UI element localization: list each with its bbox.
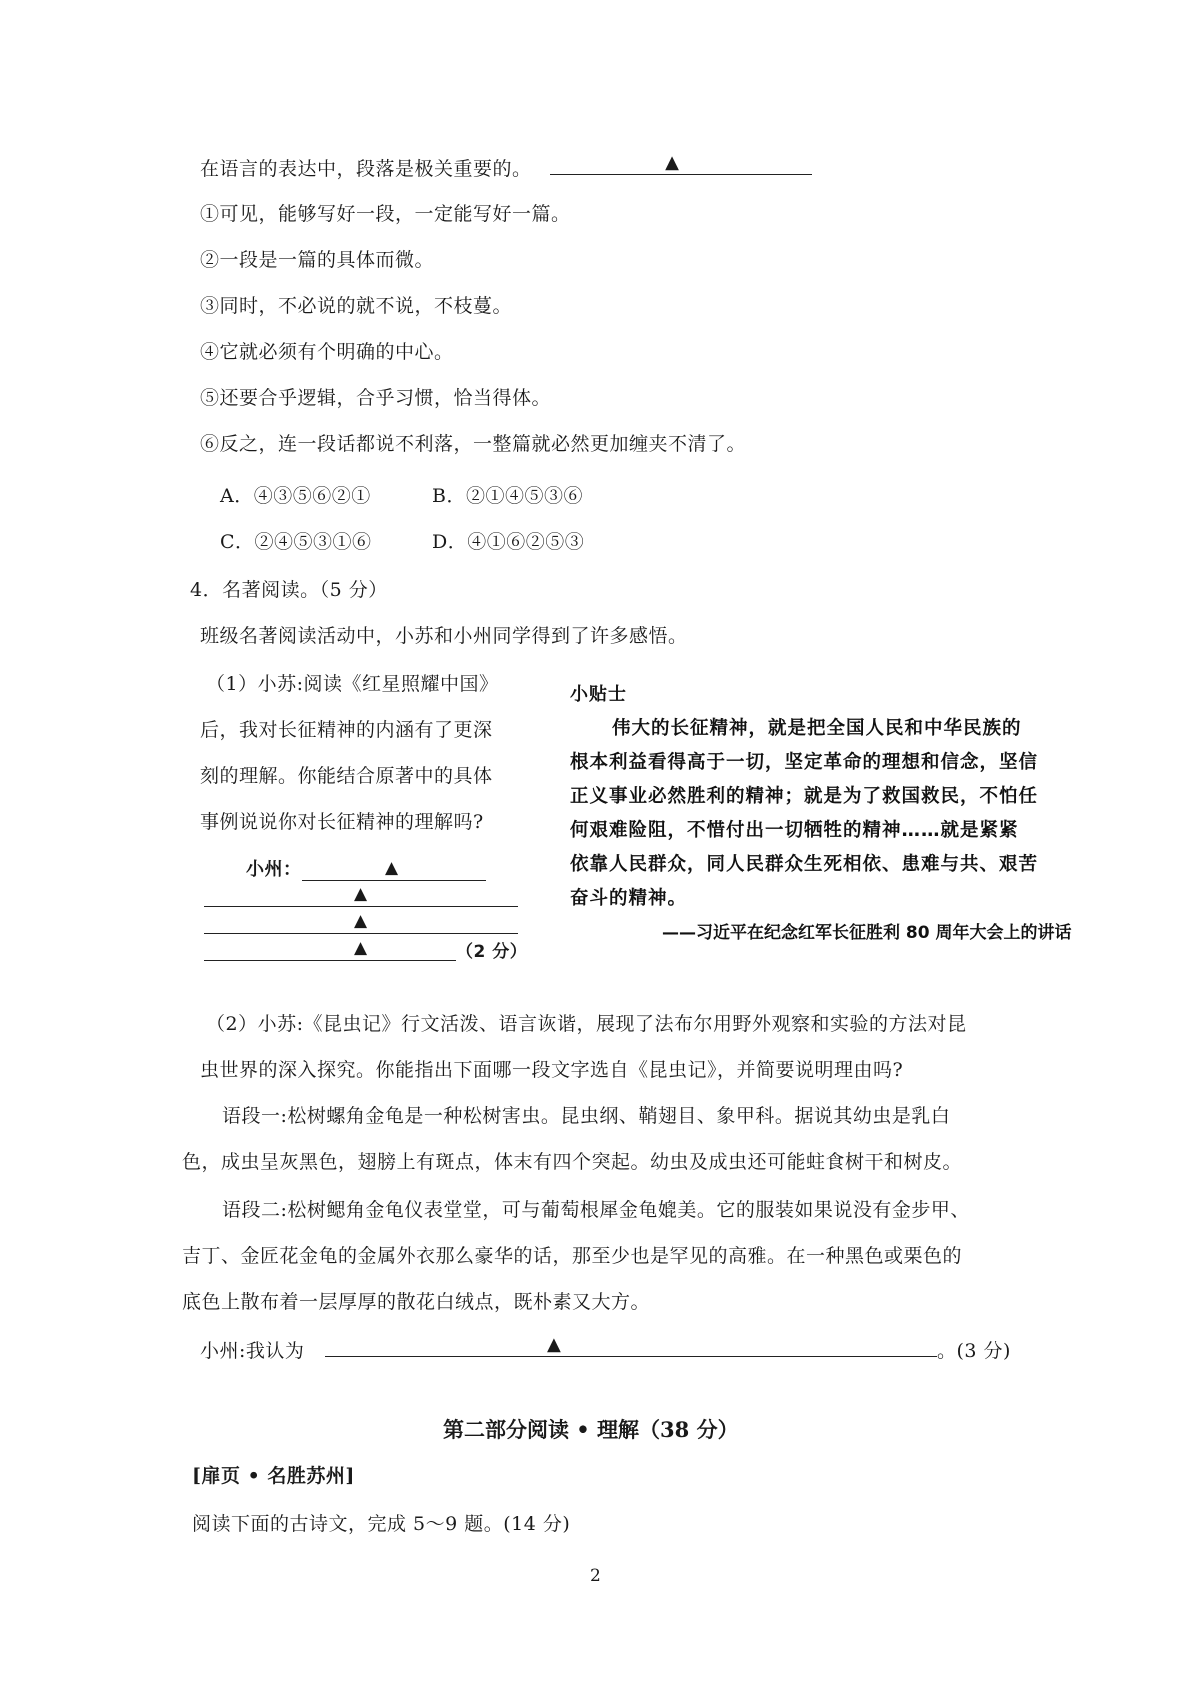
q3-sentence-4: ④它就必须有个明确的中心。 <box>200 341 454 363</box>
tips-title: 小贴士 <box>570 684 627 705</box>
q4-part2-line-1: （2）小苏:《昆虫记》行文活泼、语言诙谐，展现了法布尔用野外观察和实验的方法对昆 <box>206 1013 967 1035</box>
q4-part2-answer-blank[interactable] <box>325 1336 937 1357</box>
q4-part1-points: （2 分） <box>456 942 528 962</box>
answer-prefix: 小州:我认为 <box>200 1340 305 1362</box>
xiaozhou-answer-line-4[interactable] <box>204 960 456 961</box>
q3-lead-line <box>200 154 812 183</box>
q3-option-c[interactable]: C．②④⑤③①⑥ <box>220 531 372 553</box>
page-number: 2 <box>590 1566 602 1586</box>
blank-triangle-icon: ▲ <box>665 152 680 173</box>
para2-line-3: 底色上散布着一层厚厚的散花白绒点，既朴素又大方。 <box>182 1291 651 1313</box>
blank-triangle-icon: ▲ <box>354 884 368 904</box>
xiaozhou-answer-line-1[interactable] <box>302 880 486 881</box>
tips-line-1: 伟大的长征精神，就是把全国人民和中华民族的 <box>612 718 1022 739</box>
blank-triangle-icon: ▲ <box>546 1334 562 1355</box>
q3-sentence-6: ⑥反之，连一段话都说不利落，一整篇就必然更加缠夹不清了。 <box>200 433 747 455</box>
para2-line-2: 吉丁、金匠花金龟的金属外衣那么豪华的话，那至少也是罕见的高雅。在一种黑色或栗色的 <box>182 1245 963 1267</box>
q3-sentence-1: ①可见，能够写好一段，一定能写好一篇。 <box>200 203 571 225</box>
tips-line-4: 何艰难险阻，不惜付出一切牺牲的精神……就是紧紧 <box>570 820 1019 841</box>
tips-line-6: 奋斗的精神。 <box>570 888 688 909</box>
blank-triangle-icon: ▲ <box>385 858 399 878</box>
q3-option-a[interactable]: A．④③⑤⑥②① <box>220 485 371 507</box>
q3-sentence-2: ②一段是一篇的具体而微。 <box>200 249 435 271</box>
q3-sentence-5: ⑤还要合乎逻辑，合乎习惯，恰当得体。 <box>200 387 552 409</box>
para1-line-1: 语段一:松树螺角金龟是一种松树害虫。昆虫纲、鞘翅目、象甲科。据说其幼虫是乳白 <box>222 1105 951 1127</box>
q3-lead-text: 在语言的表达中，段落是极关重要的。 <box>200 158 532 180</box>
q4-title: 4．名著阅读。（5 分） <box>190 579 388 601</box>
q3-sentence-3: ③同时，不必说的就不说，不枝蔓。 <box>200 295 513 317</box>
blank-triangle-icon: ▲ <box>354 938 368 958</box>
q3-option-d[interactable]: D．④①⑥②⑤③ <box>432 531 585 553</box>
xiaozhou-label: 小州： <box>246 859 302 880</box>
para2-line-1: 语段二:松树鳃角金龟仪表堂堂，可与葡萄根犀金龟媲美。它的服装如果说没有金步甲、 <box>222 1199 970 1221</box>
tips-line-5: 依靠人民群众，同人民群众生死相依、患难与共、艰苦 <box>570 854 1039 875</box>
q4-part1-line-3: 刻的理解。你能结合原著中的具体 <box>200 765 493 787</box>
part2-section-title: [扉页 • 名胜苏州] <box>192 1465 355 1487</box>
para1-line-2: 色，成虫呈灰黑色，翅膀上有斑点，体末有四个突起。幼虫及成虫还可能蛀食树干和树皮。 <box>182 1151 963 1173</box>
q4-part1-line-2: 后，我对长征精神的内涵有了更深 <box>200 719 493 741</box>
q4-part1-line-1: （1）小苏:阅读《红星照耀中国》 <box>206 673 499 695</box>
blank-triangle-icon: ▲ <box>354 911 368 931</box>
xiaozhou-answer-line-2[interactable] <box>204 906 518 907</box>
q3-answer-blank[interactable] <box>550 154 812 175</box>
q3-option-b[interactable]: B．②①④⑤③⑥ <box>432 485 583 507</box>
tips-line-3: 正义事业必然胜利的精神；就是为了救国救民，不怕任 <box>570 786 1039 807</box>
tips-source: ——习近平在纪念红军长征胜利 80 周年大会上的讲话 <box>662 923 1072 943</box>
q4-part2-answer-line <box>200 1336 1011 1365</box>
q4-intro: 班级名著阅读活动中，小苏和小州同学得到了许多感悟。 <box>200 625 688 647</box>
q4-part2-line-2: 虫世界的深入探究。你能指出下面哪一段文字选自《昆虫记》，并简要说明理由吗? <box>200 1059 904 1081</box>
tips-line-2: 根本利益看得高于一切，坚定革命的理想和信念，坚信 <box>570 752 1039 773</box>
tips-box <box>570 680 1072 950</box>
xiaozhou-answer-line-3[interactable] <box>204 933 518 934</box>
answer-suffix: 。(3 分) <box>936 1340 1011 1362</box>
part2-heading: 第二部分阅读 • 理解（38 分） <box>443 1417 739 1442</box>
part2-instruction: 阅读下面的古诗文，完成 5～9 题。(14 分) <box>192 1513 571 1535</box>
q4-part1-line-4: 事例说说你对长征精神的理解吗? <box>200 811 484 833</box>
